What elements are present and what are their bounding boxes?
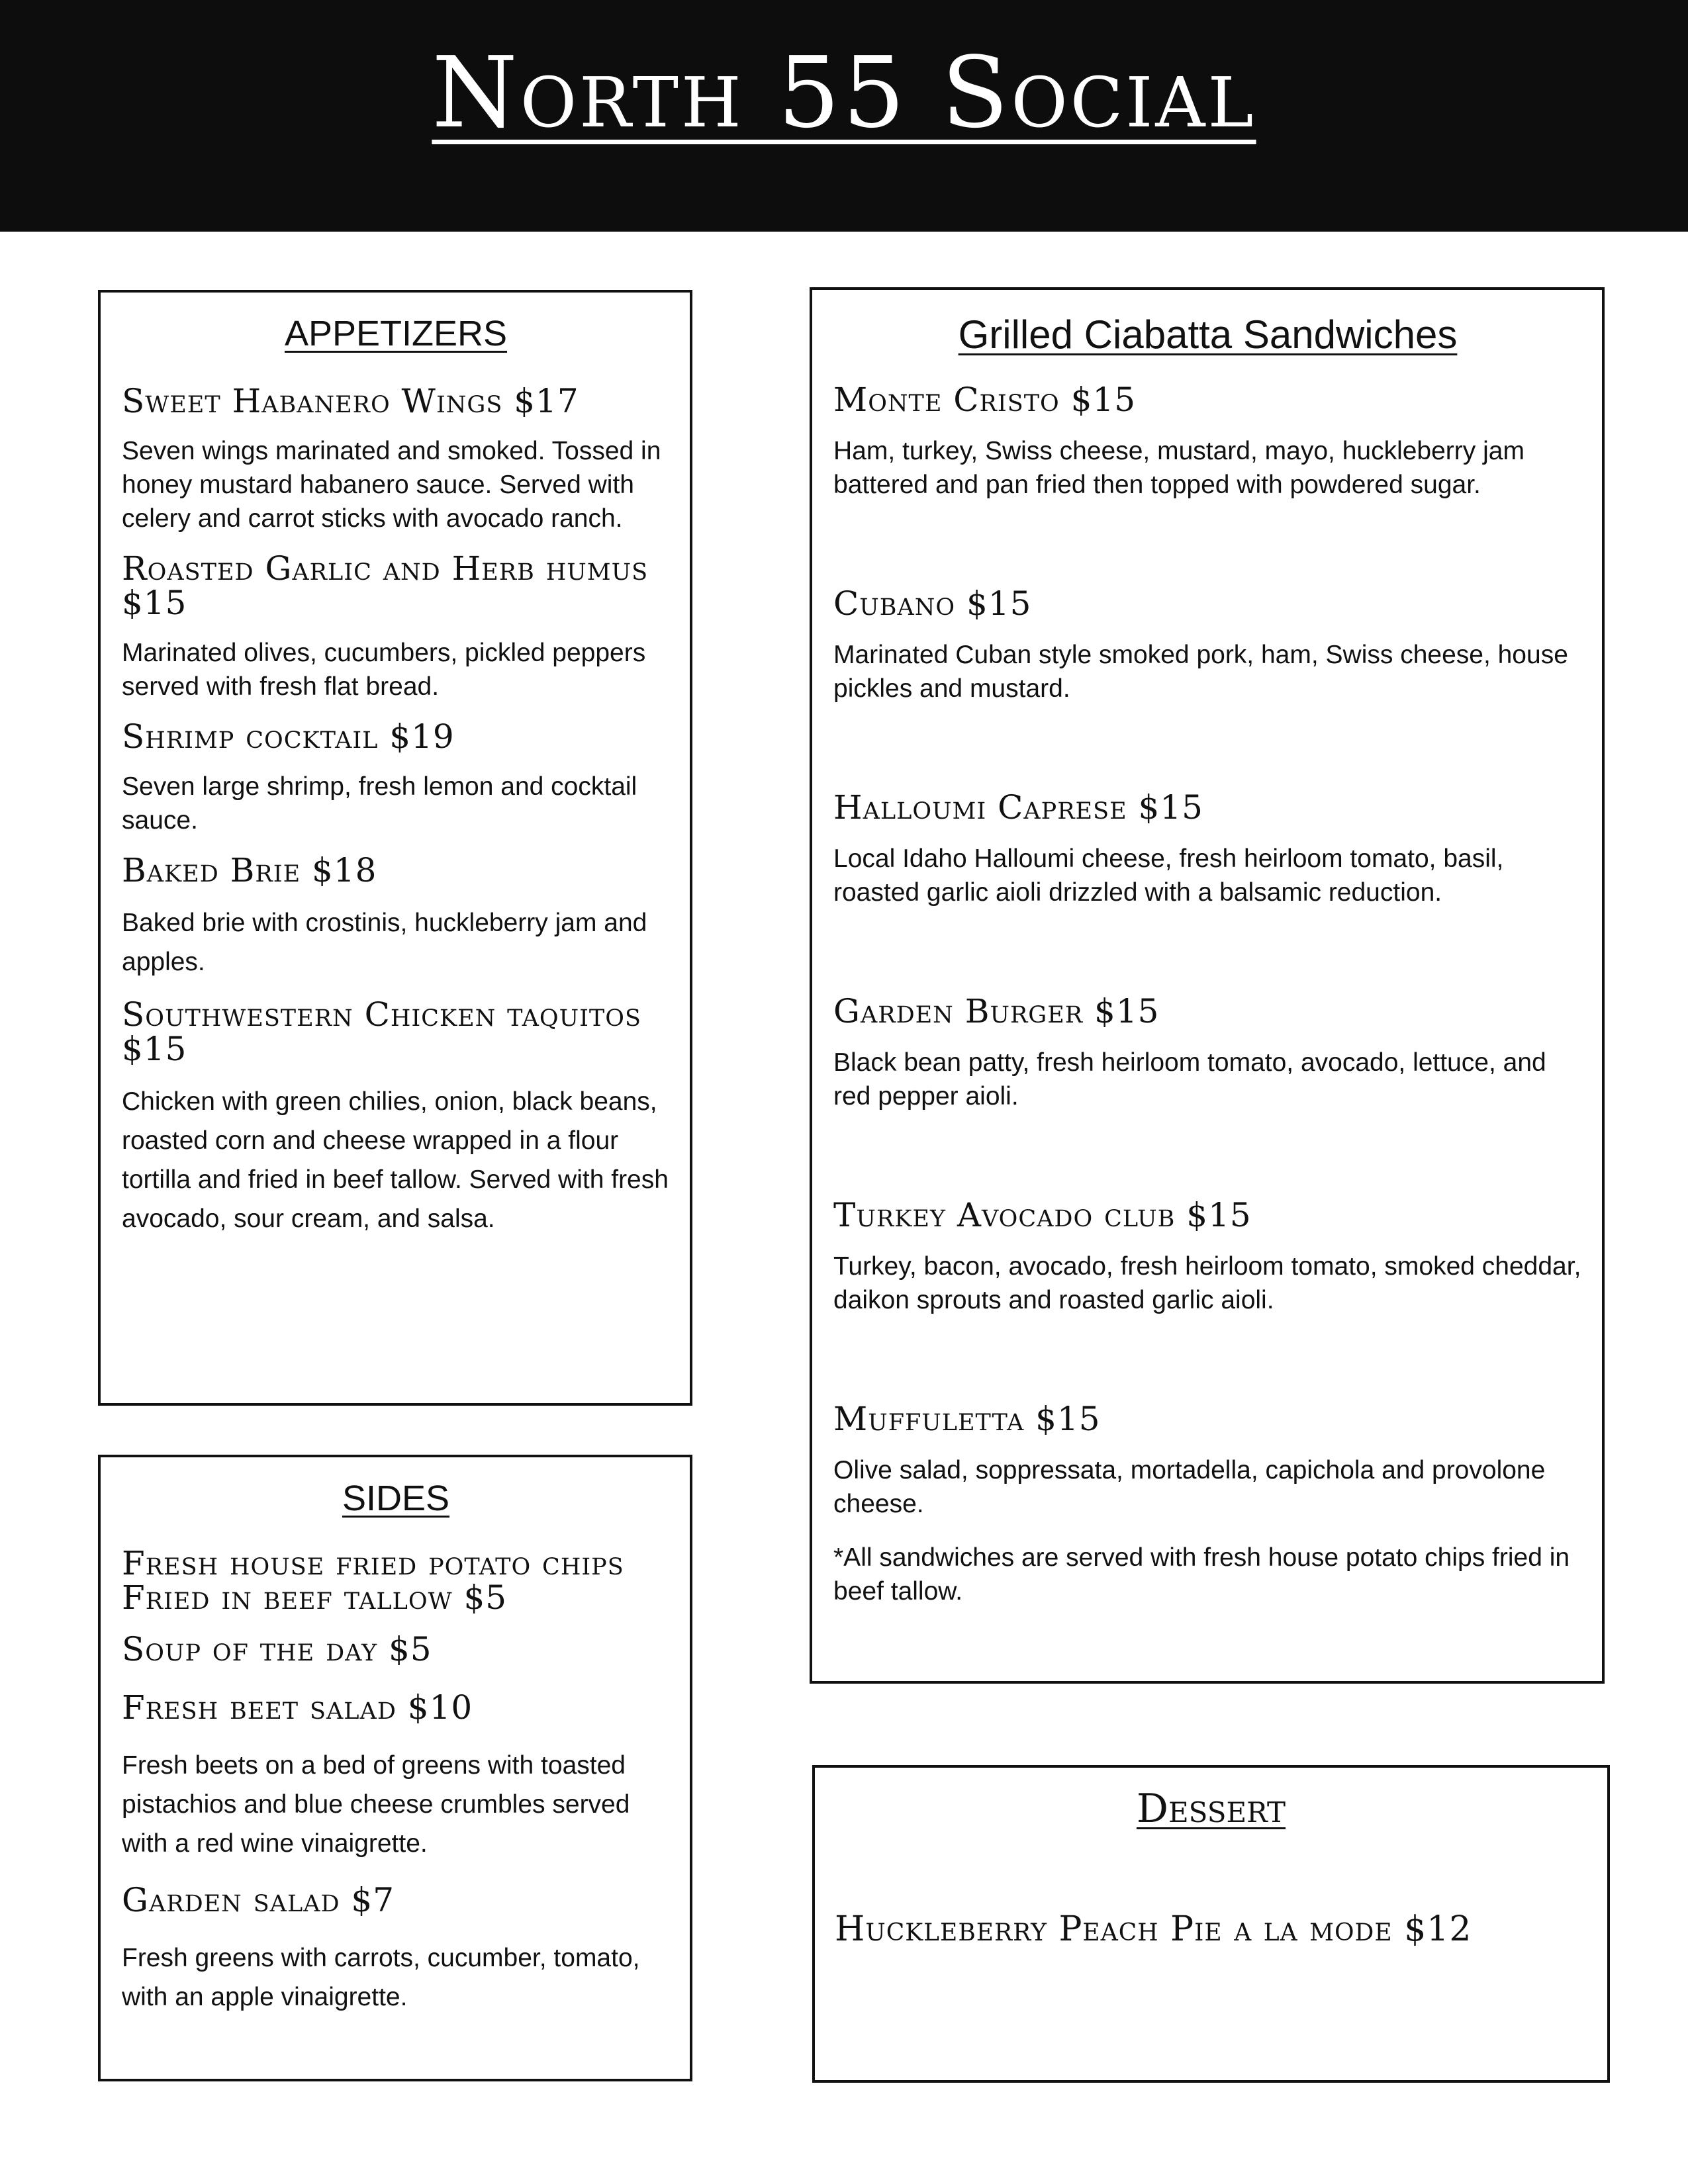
menu-item-description: Turkey, bacon, avocado, fresh heirloom tomato, smoked cheddar, daikon sprouts and roasted garlic aioli.	[833, 1252, 1581, 1314]
sandwiches-title: Grilled Ciabatta Sandwiches	[958, 312, 1458, 357]
menu-item-name: Garden salad $7	[122, 1881, 395, 1919]
menu-item-name: Shrimp cocktail $19	[122, 717, 455, 756]
menu-item-description: Fresh greens with carrots, cucumber, tomato, with an apple vinaigrette.	[122, 1944, 640, 2011]
menu-item-name: Turkey Avocado club $15	[833, 1196, 1252, 1234]
menu-item-name: Monte Cristo $15	[833, 381, 1137, 419]
sides-section	[98, 1455, 692, 2081]
menu-item-description: Fresh beets on a bed of greens with toasted pistachios and blue cheese crumbles served with a red wine vinaigrette.	[122, 1751, 630, 1858]
menu-item-description: Olive salad, soppressata, mortadella, capichola and provolone cheese.	[833, 1456, 1546, 1518]
menu-item-description: Marinated olives, cucumbers, pickled peppers served with fresh flat bread.	[122, 639, 646, 701]
menu-item-description: Local Idaho Halloumi cheese, fresh heirloom tomato, basil, roasted garlic aioli drizzled with a balsamic reduction.	[833, 844, 1504, 907]
sandwiches-footnote: *All sandwiches are served with fresh house potato chips fried in beef tallow.	[833, 1543, 1570, 1606]
sandwiches-section	[810, 287, 1605, 1684]
menu-item-name: Halloumi Caprese $15	[833, 788, 1203, 827]
menu-item-name: Cubano $15	[833, 584, 1032, 623]
menu-item-description: Baked brie with crostinis, huckleberry jam and apples.	[122, 909, 647, 976]
menu-item-description: Marinated Cuban style smoked pork, ham, Swiss cheese, house pickles and mustard.	[833, 641, 1568, 703]
appetizers-section	[98, 290, 692, 1406]
appetizers-title: APPETIZERS	[284, 314, 508, 353]
restaurant-name: North 55 Social	[432, 36, 1256, 150]
menu-item-name: Fresh house fried potato chips Fried in beef tallow $5	[122, 1544, 624, 1617]
menu-item-name: Roasted Garlic and Herb humus $15	[122, 549, 649, 622]
dessert-title: Dessert	[1136, 1786, 1286, 1832]
menu-item-name: Muffuletta $15	[833, 1400, 1101, 1438]
menu-item-name: Fresh beet salad $10	[122, 1688, 473, 1727]
menu-item-description: Black bean patty, fresh heirloom tomato, avocado, lettuce, and red pepper aioli.	[833, 1048, 1546, 1111]
menu-item-description: Ham, turkey, Swiss cheese, mustard, mayo, huckleberry jam battered and pan fried then topped with powdered sugar.	[833, 437, 1524, 499]
menu-item-name: Garden Burger $15	[833, 992, 1160, 1030]
menu-item-name: Baked Brie $18	[122, 851, 377, 889]
menu-item-description: Chicken with green chilies, onion, black beans, roasted corn and cheese wrapped in a flour tortilla and fried in beef tallow. Served with fresh avocado, sour cream, and salsa.	[122, 1087, 669, 1233]
menu-item-description: Seven wings marinated and smoked. Tossed in honey mustard habanero sauce. Served with celery and carrot sticks with avocado ranch.	[122, 437, 661, 533]
menu-item-name: Soup of the day $5	[122, 1630, 432, 1668]
dessert-section	[812, 1765, 1610, 2083]
menu-item-name: Southwestern Chicken taquitos $15	[122, 995, 641, 1068]
header-banner	[0, 0, 1688, 232]
menu-item-description: Seven large shrimp, fresh lemon and cocktail sauce.	[122, 772, 637, 835]
menu-item-name: Huckleberry Peach Pie a la mode $12	[835, 1909, 1472, 1949]
menu-item-name: Sweet Habanero Wings $17	[122, 382, 579, 420]
sides-title: SIDES	[342, 1479, 450, 1518]
